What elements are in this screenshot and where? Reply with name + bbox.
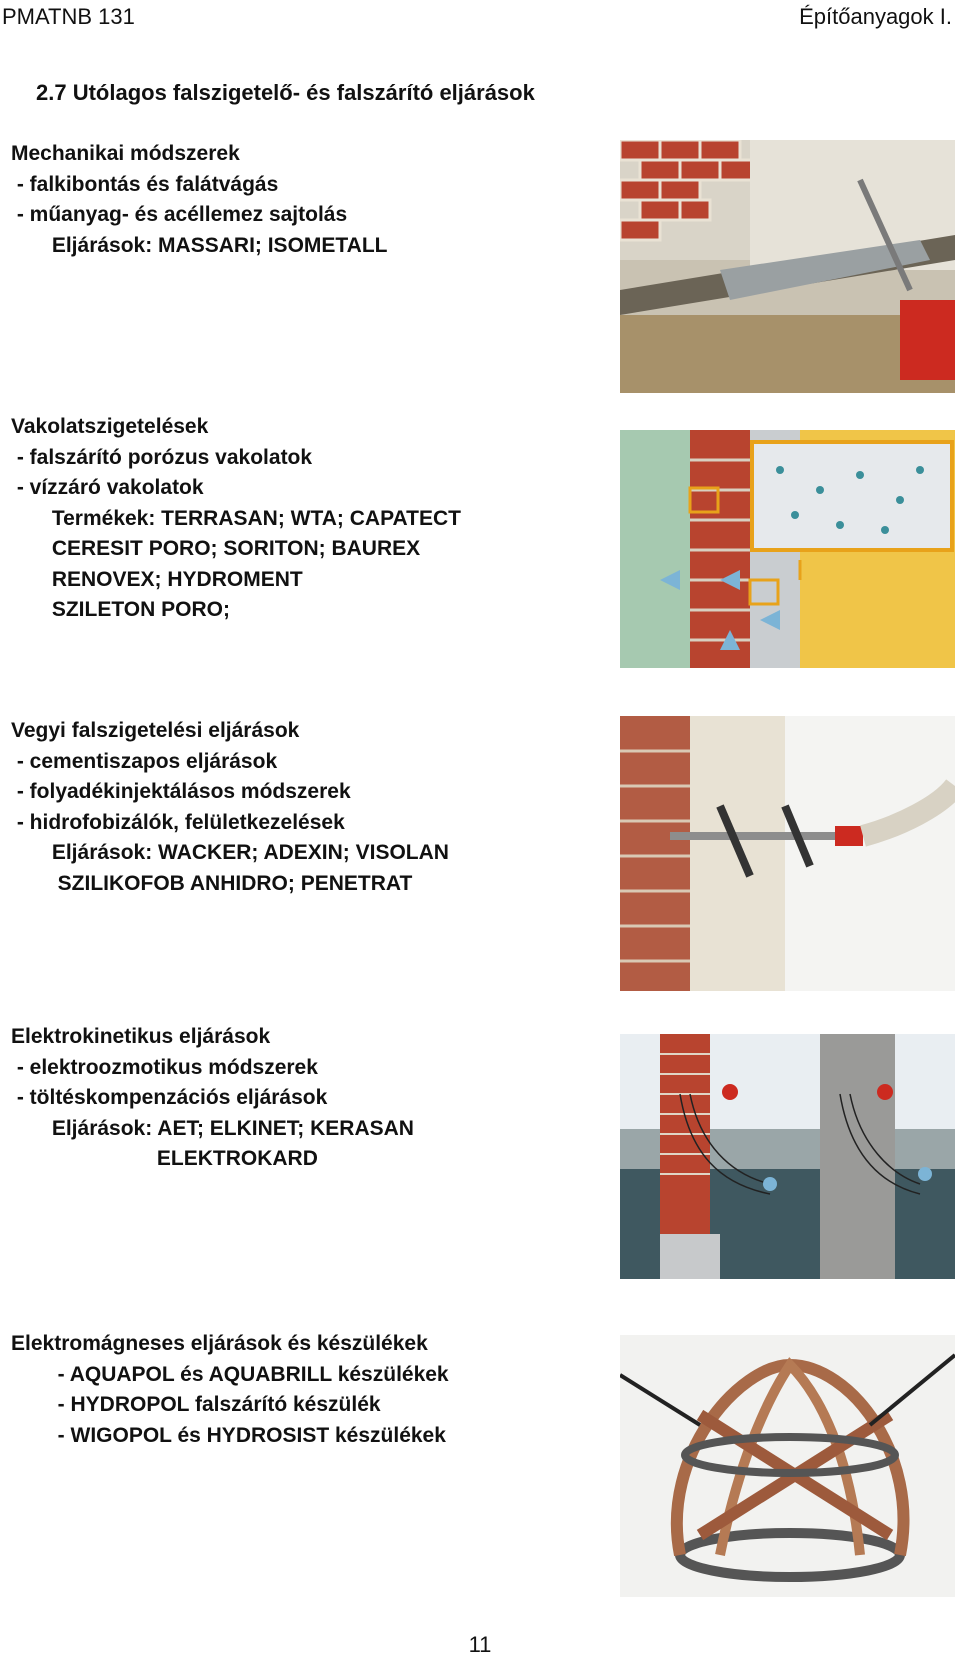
- header-subject: Építőanyagok I.: [799, 4, 952, 29]
- section-electromagnetic: [11, 1329, 449, 1451]
- section-line: Eljárások: AET; ELKINET; KERASAN: [11, 1116, 414, 1140]
- section-line: - AQUAPOL és AQUABRILL készülékek: [11, 1362, 449, 1386]
- section-heading: Elektrokinetikus eljárások: [11, 1025, 271, 1048]
- section-line: ELEKTROKARD: [11, 1147, 318, 1170]
- section-electrokinetic: [11, 1022, 414, 1175]
- header-course-code: PMATNB 131: [2, 4, 135, 29]
- section-line: Termékek: TERRASAN; WTA; CAPATECT: [11, 506, 461, 530]
- section-line: SZILIKOFOB ANHIDRO; PENETRAT: [11, 871, 413, 895]
- section-line: - HYDROPOL falszárító készülék: [11, 1393, 381, 1416]
- section-heading: Vegyi falszigetelési eljárások: [11, 719, 300, 742]
- page-number: 11: [468, 1632, 492, 1657]
- section-heading: Mechanikai módszerek: [11, 142, 240, 165]
- section-chemical: [11, 716, 449, 899]
- section-line: - elektroozmotikus módszerek: [11, 1055, 318, 1079]
- electrokinetic-diagram: [620, 1034, 955, 1279]
- section-line: - töltéskompenzációs eljárások: [11, 1086, 328, 1109]
- section-line: RENOVEX; HYDROMENT: [11, 567, 303, 591]
- section-line: - falkibontás és falátvágás: [11, 172, 279, 196]
- section-line: SZILETON PORO;: [11, 598, 230, 621]
- section-line: Eljárások: MASSARI; ISOMETALL: [11, 233, 388, 257]
- page-title: 2.7 Utólagos falszigetelő- és falszárító eljárások: [36, 80, 535, 105]
- chemical-injection-photo: [620, 716, 955, 991]
- section-line: CERESIT PORO; SORITON; BAUREX: [11, 537, 421, 560]
- section-plaster-insulation: [11, 412, 461, 626]
- porous-plaster-diagram: [620, 430, 955, 668]
- section-heading: Elektromágneses eljárások és készülékek: [11, 1332, 428, 1355]
- section-line: - hidrofobizálók, felületkezelések: [11, 810, 345, 834]
- section-line: - vízzáró vakolatok: [11, 476, 204, 499]
- section-line: - WIGOPOL és HYDROSIST készülékek: [11, 1423, 446, 1447]
- section-line: Eljárások: WACKER; ADEXIN; VISOLAN: [11, 841, 449, 864]
- section-mechanical: [11, 139, 388, 261]
- section-line: - műanyag- és acéllemez sajtolás: [11, 203, 348, 226]
- section-line: - falszárító porózus vakolatok: [11, 445, 313, 469]
- electromagnetic-device-photo: [620, 1335, 955, 1597]
- wall-cutting-photo: [620, 140, 955, 393]
- section-line: - cementiszapos eljárások: [11, 749, 278, 773]
- section-heading: Vakolatszigetelések: [11, 415, 209, 438]
- section-line: - folyadékinjektálásos módszerek: [11, 780, 351, 803]
